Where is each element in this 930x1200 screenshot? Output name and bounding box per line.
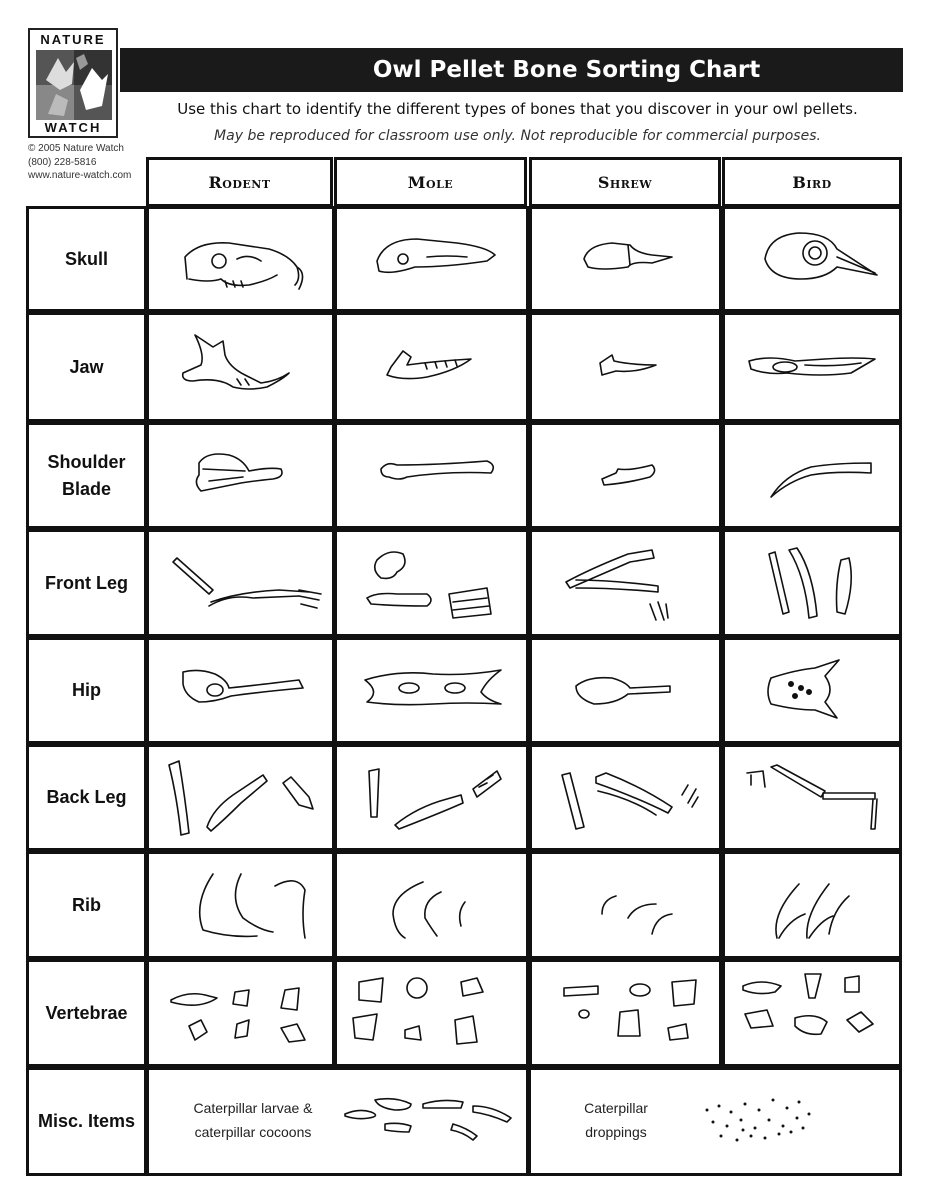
mole-shoulder-blade-illustration xyxy=(334,422,529,529)
rodent-jaw-illustration xyxy=(146,312,335,422)
caterpillar-droppings-cell xyxy=(528,1067,902,1176)
phone-text: (800) 228-5816 xyxy=(28,156,97,168)
row-header-back-leg: Back Leg xyxy=(26,744,147,851)
rodent-rib-illustration xyxy=(146,851,335,959)
logo-top-word: NATURE xyxy=(40,32,106,47)
rodent-back-leg-illustration xyxy=(146,744,335,851)
shrew-hip-illustration xyxy=(529,637,722,744)
caterpillar-larvae-cell xyxy=(146,1067,529,1176)
website-text: www.nature-watch.com xyxy=(28,170,132,181)
bird-back-leg-illustration xyxy=(722,744,902,851)
row-header-blade-line: Blade xyxy=(61,478,111,499)
copyright-text: © 2005 Nature Watch xyxy=(28,143,124,154)
misc-left-line1: Caterpillar larvae & xyxy=(193,1100,313,1116)
caterpillar-droppings-icon xyxy=(531,1070,905,1179)
column-header-shrew: Shrew xyxy=(529,157,721,207)
misc-right-line1: Caterpillar xyxy=(584,1100,648,1116)
bone-chart-grid xyxy=(26,157,904,1176)
caterpillar-larvae-icon xyxy=(149,1070,532,1179)
bird-rib-illustration xyxy=(722,851,902,959)
column-header-bird: Bird xyxy=(722,157,902,207)
bird-front-leg-illustration xyxy=(722,529,902,637)
shrew-front-leg-illustration xyxy=(529,529,722,637)
bird-jaw-illustration xyxy=(722,312,902,422)
column-header-rodent: Rodent xyxy=(146,157,333,207)
bird-vertebrae-illustration xyxy=(722,959,902,1067)
rodent-shoulder-blade-illustration xyxy=(146,422,335,529)
shrew-back-leg-illustration xyxy=(529,744,722,851)
mole-skull-illustration xyxy=(334,206,529,312)
mole-front-leg-illustration xyxy=(334,529,529,637)
shrew-vertebrae-illustration xyxy=(529,959,722,1067)
column-header-mole: Mole xyxy=(334,157,527,207)
shrew-shoulder-blade-illustration xyxy=(529,422,722,529)
mole-hip-illustration xyxy=(334,637,529,744)
mole-rib-illustration xyxy=(334,851,529,959)
rodent-vertebrae-illustration xyxy=(146,959,335,1067)
misc-left-line2: caterpillar cocoons xyxy=(194,1124,312,1140)
title-bar xyxy=(120,48,903,92)
row-header-front-leg: Front Leg xyxy=(26,529,147,637)
row-header-shoulder-blade xyxy=(26,422,147,529)
shrew-rib-illustration xyxy=(529,851,722,959)
rodent-hip-illustration xyxy=(146,637,335,744)
row-header-misc-items: Misc. Items xyxy=(26,1067,147,1176)
bird-skull-illustration xyxy=(722,206,902,312)
row-header-jaw: Jaw xyxy=(26,312,147,422)
disclaimer-text: May be reproduced for classroom use only. Not reproducible for commercial purposes. xyxy=(214,128,821,144)
shrew-skull-illustration xyxy=(529,206,722,312)
row-header-skull: Skull xyxy=(26,206,147,312)
mole-jaw-illustration xyxy=(334,312,529,422)
rodent-front-leg-illustration xyxy=(146,529,335,637)
logo-bottom-word: WATCH xyxy=(44,120,102,135)
row-header-shoulder-line: Shoulder xyxy=(47,451,126,472)
bird-hip-illustration xyxy=(722,637,902,744)
logo-leaves-icon xyxy=(36,50,112,120)
mole-back-leg-illustration xyxy=(334,744,529,851)
row-header-hip: Hip xyxy=(26,637,147,744)
mole-vertebrae-illustration xyxy=(334,959,529,1067)
shrew-jaw-illustration xyxy=(529,312,722,422)
instructions-text: Use this chart to identify the different types of bones that you discover in your owl pellets. xyxy=(177,100,858,118)
page-title: Owl Pellet Bone Sorting Chart xyxy=(372,57,761,83)
rodent-skull-illustration xyxy=(146,206,335,312)
row-header-vertebrae: Vertebrae xyxy=(26,959,147,1067)
misc-right-line2: droppings xyxy=(585,1124,647,1140)
bird-shoulder-blade-illustration xyxy=(722,422,902,529)
row-header-rib: Rib xyxy=(26,851,147,959)
nature-watch-logo xyxy=(28,28,118,138)
